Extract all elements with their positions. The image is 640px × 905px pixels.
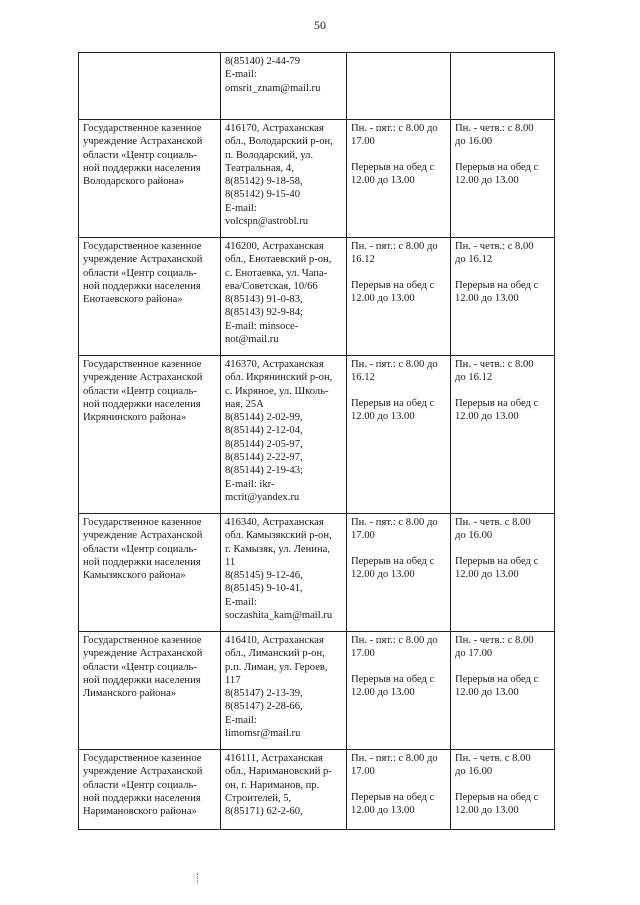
address-line: 8(85147) 2-28-66, [225, 701, 303, 713]
address-line: он, г. Нариманов, пр. [225, 779, 320, 791]
hours-a-line: 16.12 [351, 254, 375, 266]
hours-b-line: 12.00 до 13.00 [455, 410, 519, 422]
hours-cell [347, 238, 451, 356]
org-line: Государственное казенное [83, 753, 202, 764]
hours-a-line: Пн. - пят.: с 8.00 до [351, 123, 438, 134]
address-line: E-mail: [225, 714, 257, 726]
address-line: 416200, Астраханская [225, 241, 324, 252]
org-line: ной поддержки населения [83, 792, 201, 804]
address-line: ная, 25А [225, 398, 264, 410]
org-line: ной поддержки населения [83, 674, 201, 686]
hours-a-line: 12.00 до 13.00 [351, 174, 415, 186]
hours-b-line: до 16.00 [455, 530, 493, 542]
org-line: Наримановского района» [83, 806, 197, 818]
table-row [79, 514, 555, 632]
org-line: Государственное казенное [83, 517, 202, 528]
address-cell [221, 238, 347, 356]
scan-mark [197, 873, 200, 883]
address-line: E-mail: [225, 202, 257, 214]
address-line: обл., Лиманский р-он, [225, 648, 325, 660]
org-line: учреждение Астраханской [83, 254, 203, 266]
table-row [79, 356, 555, 514]
hours-cell [347, 632, 451, 750]
address-line: р.п. Лиман, ул. Героев, [225, 661, 328, 673]
org-line: учреждение Астраханской [83, 372, 203, 384]
hours-b-line: Пн. - четв.: с 8.00 [455, 635, 534, 646]
hours-a-line: 17.00 [351, 766, 375, 778]
hours-a-line: 12.00 до 13.00 [351, 410, 415, 422]
address-line: с. Енотаевка, ул. Чапа- [225, 267, 328, 279]
address-line: volcspn@astrobl.ru [225, 216, 309, 228]
address-cell [221, 632, 347, 750]
org-name-cell [79, 356, 221, 514]
table-row [79, 632, 555, 750]
hours-alt-cell [451, 356, 555, 514]
org-line: Енотаевского района» [83, 294, 183, 306]
org-name-cell [79, 632, 221, 750]
hours-b-line: Пн. - четв. с 8.00 [455, 753, 531, 764]
address-line: omsrit_znam@mail.ru [225, 82, 321, 94]
hours-alt-cell [451, 53, 555, 120]
hours-a-line: 12.00 до 13.00 [351, 568, 415, 580]
org-line: Государственное казенное [83, 635, 202, 646]
address-line: обл., Наримановский р- [225, 766, 332, 778]
address-line: с. Икряное, ул. Школь- [225, 385, 329, 397]
institutions-table [78, 52, 555, 830]
address-line: 8(85144) 2-12-04, [225, 425, 303, 437]
spacer [351, 779, 447, 791]
hours-b-line: 12.00 до 13.00 [455, 568, 519, 580]
hours-alt-cell [451, 750, 555, 830]
org-name-cell [79, 53, 221, 120]
hours-a-line: Перерыв на обед с [351, 161, 435, 173]
hours-cell [347, 514, 451, 632]
org-line: учреждение Астраханской [83, 648, 203, 660]
hours-a-line: 17.00 [351, 530, 375, 542]
hours-a-line: Пн. - пят.: с 8.00 до [351, 635, 438, 646]
hours-a-line: 17.00 [351, 136, 375, 148]
address-line: обл. Икрянинский р-он, [225, 372, 333, 384]
address-line: 8(85145) 9-12-46, [225, 570, 303, 582]
address-line: Строителей, 5, [225, 792, 292, 804]
org-line: ной поддержки населения [83, 556, 201, 568]
hours-b-line: Пн. - четв.: с 8.00 [455, 241, 534, 252]
org-name-cell [79, 120, 221, 238]
hours-b-line: Перерыв на обед с [455, 397, 539, 409]
hours-a-line: 12.00 до 13.00 [351, 686, 415, 698]
hours-b-line: 12.00 до 13.00 [455, 804, 519, 816]
hours-b-line: до 16.00 [455, 136, 493, 148]
table-row [79, 238, 555, 356]
org-line: Володарского района» [83, 176, 185, 188]
org-line: Камызякского района» [83, 570, 186, 582]
address-line: mcrit@yandex.ru [225, 491, 300, 503]
org-name-cell [79, 238, 221, 356]
address-line: 8(85142) 9-15-40 [225, 189, 301, 201]
hours-b-line: до 17.00 [455, 648, 493, 660]
address-line: 8(85144) 2-02-99, [225, 412, 303, 424]
address-line: 416170, Астраханская [225, 123, 324, 134]
address-line: 8(85143) 91-0-83, [225, 294, 303, 306]
hours-a-line: Перерыв на обед с [351, 791, 435, 803]
hours-a-line: 17.00 [351, 648, 375, 660]
spacer [455, 385, 551, 397]
hours-a-line: 16.12 [351, 372, 375, 384]
table-row [79, 750, 555, 830]
address-line: 8(85147) 2-13-39, [225, 688, 303, 700]
hours-cell [347, 750, 451, 830]
table-row [79, 120, 555, 238]
org-line: Государственное казенное [83, 123, 202, 134]
spacer [351, 661, 447, 673]
address-line: E-mail: ikr- [225, 478, 275, 490]
address-line: E-mail: minsoce- [225, 320, 299, 332]
org-line: ной поддержки населения [83, 280, 201, 292]
spacer [455, 779, 551, 791]
org-line: Лиманского района» [83, 688, 177, 700]
hours-b-line: Перерыв на обед с [455, 673, 539, 685]
hours-a-line: 12.00 до 13.00 [351, 804, 415, 816]
page-number: 50 [314, 18, 326, 32]
org-line: области «Центр социаль- [83, 385, 197, 397]
address-cell [221, 356, 347, 514]
hours-a-line: Перерыв на обед с [351, 555, 435, 567]
spacer [455, 267, 551, 279]
hours-alt-cell [451, 238, 555, 356]
address-line: 8(85140) 2-44-79 [225, 56, 301, 67]
hours-alt-cell [451, 120, 555, 238]
hours-b-line: Перерыв на обед с [455, 279, 539, 291]
address-line: soczashita_kam@mail.ru [225, 610, 333, 622]
address-line: 11 [225, 556, 236, 568]
address-line: E-mail: [225, 69, 257, 81]
hours-b-line: до 16.12 [455, 254, 493, 266]
hours-a-line: Пн. - пят.: с 8.00 до [351, 753, 438, 764]
spacer [351, 267, 447, 279]
org-line: учреждение Астраханской [83, 136, 203, 148]
org-line: Икрянинского района» [83, 412, 187, 424]
address-line: 8(85171) 62-2-60, [225, 806, 303, 818]
address-cell [221, 53, 347, 120]
spacer [351, 385, 447, 397]
address-line: г. Камызяк, ул. Ленина, [225, 543, 330, 555]
hours-a-line: Перерыв на обед с [351, 397, 435, 409]
address-line: 8(85144) 2-05-97, [225, 438, 303, 450]
hours-cell [347, 53, 451, 120]
address-line: E-mail: [225, 596, 257, 608]
address-line: обл. Камызякский р-он, [225, 530, 332, 542]
spacer [455, 661, 551, 673]
table-row [79, 53, 555, 120]
hours-b-line: Пн. - четв.: с 8.00 [455, 123, 534, 134]
hours-b-line: 12.00 до 13.00 [455, 686, 519, 698]
address-cell [221, 514, 347, 632]
address-line: 416370, Астраханская [225, 359, 324, 370]
org-line: Государственное казенное [83, 241, 202, 252]
address-line: обл., Володарский р-он, [225, 136, 333, 148]
address-line: not@mail.ru [225, 334, 279, 346]
hours-b-line: Перерыв на обед с [455, 161, 539, 173]
hours-a-line: Перерыв на обед с [351, 279, 435, 291]
hours-alt-cell [451, 632, 555, 750]
address-line: 8(85144) 2-19-43; [225, 465, 303, 477]
hours-b-line: Перерыв на обед с [455, 791, 539, 803]
address-cell [221, 750, 347, 830]
org-line: ной поддержки населения [83, 162, 201, 174]
address-line: 8(85143) 92-9-84; [225, 307, 303, 319]
org-line: области «Центр социаль- [83, 149, 197, 161]
org-line: учреждение Астраханской [83, 766, 203, 778]
address-line: п. Володарский, ул. [225, 149, 314, 161]
org-line: области «Центр социаль- [83, 267, 197, 279]
hours-b-line: 12.00 до 13.00 [455, 292, 519, 304]
address-line: 8(85144) 2-22-97, [225, 452, 303, 464]
address-line: 416410, Астраханская [225, 635, 324, 646]
spacer [455, 543, 551, 555]
org-line: области «Центр социаль- [83, 779, 197, 791]
hours-b-line: 12.00 до 13.00 [455, 174, 519, 186]
org-name-cell [79, 750, 221, 830]
org-line: ной поддержки населения [83, 398, 201, 410]
hours-b-line: до 16.12 [455, 372, 493, 384]
hours-a-line: 12.00 до 13.00 [351, 292, 415, 304]
address-line: limomsr@mail.ru [225, 728, 301, 740]
address-line: ева/Советская, 10/66 [225, 280, 318, 292]
spacer [455, 149, 551, 161]
org-line: области «Центр социаль- [83, 543, 197, 555]
hours-cell [347, 120, 451, 238]
address-line: 416111, Астраханская [225, 753, 323, 764]
org-line: Государственное казенное [83, 359, 202, 370]
org-line: учреждение Астраханской [83, 530, 203, 542]
org-name-cell [79, 514, 221, 632]
hours-a-line: Перерыв на обед с [351, 673, 435, 685]
hours-b-line: до 16.00 [455, 766, 493, 778]
address-line: 416340, Астраханская [225, 517, 324, 528]
spacer [351, 149, 447, 161]
address-line: обл., Енотаевский р-он, [225, 254, 332, 266]
hours-a-line: Пн. - пят.: с 8.00 до [351, 241, 438, 252]
hours-a-line: Пн. - пят.: с 8.00 до [351, 517, 438, 528]
address-line: 8(85145) 9-10-41, [225, 583, 303, 595]
hours-b-line: Пн. - четв. с 8.00 [455, 517, 531, 528]
address-line: 8(85142) 9-18-58, [225, 176, 303, 188]
hours-b-line: Пн. - четв.: с 8.00 [455, 359, 534, 370]
address-line: Театральная, 4, [225, 162, 294, 174]
hours-a-line: Пн. - пят.: с 8.00 до [351, 359, 438, 370]
org-line: области «Центр социаль- [83, 661, 197, 673]
hours-cell [347, 356, 451, 514]
hours-alt-cell [451, 514, 555, 632]
hours-b-line: Перерыв на обед с [455, 555, 539, 567]
address-cell [221, 120, 347, 238]
address-line: 117 [225, 674, 241, 686]
spacer [351, 543, 447, 555]
